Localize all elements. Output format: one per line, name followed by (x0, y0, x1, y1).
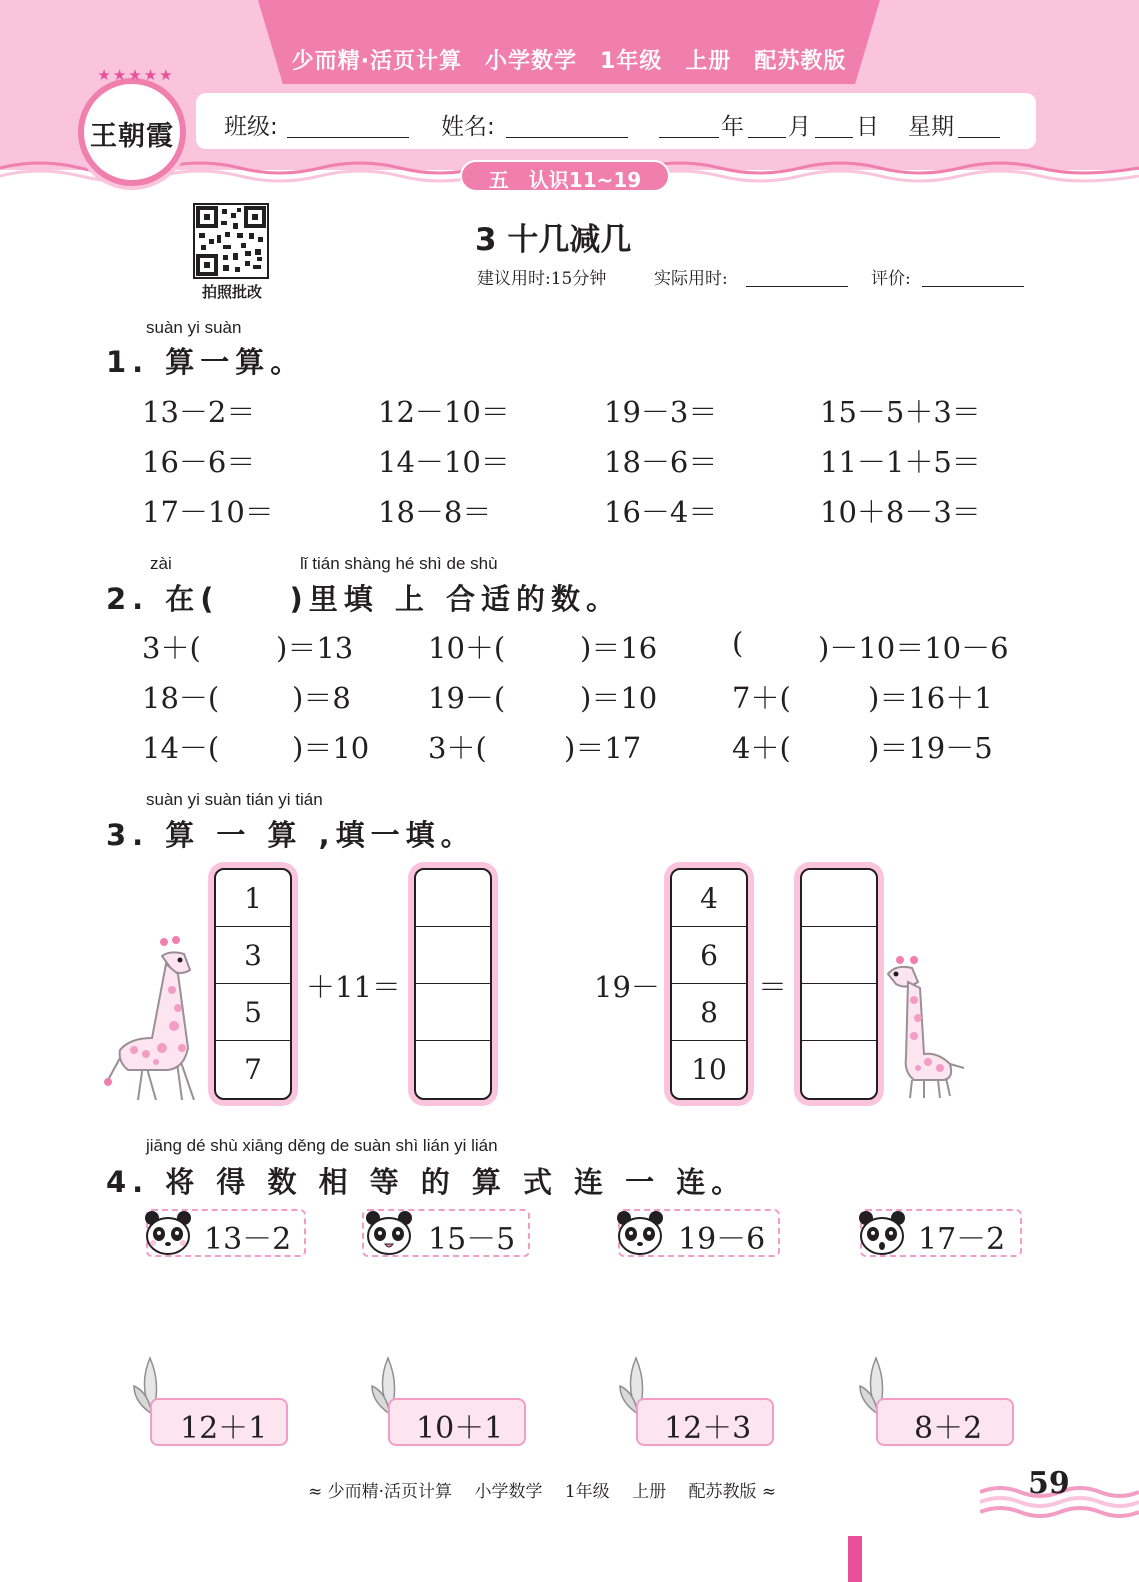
right-number-stack (664, 862, 754, 1106)
q2-expression-left: 19－( (428, 681, 506, 715)
series-title: 少而精·活页计算 小学数学 1年级 上册 配苏教版 (291, 49, 847, 74)
rating-field[interactable] (922, 286, 1024, 287)
year-field[interactable] (659, 137, 719, 138)
q1-expression[interactable]: 10＋8－3＝ (820, 495, 981, 529)
bottom-expression: 12＋3 (664, 1411, 752, 1446)
q3-title: 3. 算 一 算 ,填一填。 (106, 818, 476, 852)
brand-logo (78, 78, 186, 186)
q2-pinyin: zài (150, 554, 172, 573)
left-operator: ＋11＝ (306, 970, 401, 1004)
answer-cell[interactable] (802, 927, 876, 984)
month-field[interactable] (748, 137, 786, 138)
suggested-time: 建议用时:15分钟 (477, 269, 607, 289)
rating-label: 评价: (871, 269, 911, 289)
q2-expression-left: 3＋( (428, 731, 487, 765)
q2-title: 2. 在( )里填 上 合适的数。 (106, 582, 621, 616)
q2-expression-right: )＝8 (292, 681, 351, 715)
panda-icon (362, 1210, 416, 1256)
q2-expression-right: )＝16 (580, 631, 658, 665)
right-value-cell: 6 (672, 927, 746, 984)
footer-series: ≈ 少而精·活页计算 小学数学 1年级 上册 配苏教版 ≈ (308, 1482, 777, 1502)
unit-title: 五 认识11~19 (488, 168, 642, 192)
class-label: 班级: (224, 114, 278, 140)
left-value-cell: 3 (216, 927, 290, 984)
panda-icon (144, 1210, 192, 1256)
name-label: 姓名: (441, 114, 495, 140)
giraffe-icon (884, 956, 968, 1100)
q2-expression-right: )＝13 (276, 631, 354, 665)
q1-expression[interactable]: 14－10＝ (378, 445, 510, 479)
logo-text: 王朝霞 (90, 121, 174, 152)
panda-icon (858, 1210, 906, 1256)
q2-expression-left: 10＋( (428, 631, 506, 665)
q2-blank[interactable] (798, 678, 864, 712)
panda-icon (616, 1210, 664, 1256)
q2-pinyin: lǐ tián shàng hé shì de shù (300, 554, 498, 573)
answer-cell[interactable] (416, 984, 490, 1041)
answer-cell[interactable] (416, 1041, 490, 1098)
star-icons: ★★★★★ (97, 66, 175, 84)
footer-bar (848, 1536, 862, 1582)
q2-blank[interactable] (494, 728, 560, 762)
weekday-field[interactable] (958, 137, 1000, 138)
q2-expression-left: 18－( (142, 681, 220, 715)
right-prefix: 19－ (594, 970, 660, 1004)
q2-expression-right: )＝10 (292, 731, 370, 765)
class-field[interactable] (287, 137, 409, 138)
q4-pinyin: jiāng dé shù xiāng děng de suàn shì lián yi lián (146, 1136, 498, 1155)
q1-expression[interactable]: 17－10＝ (142, 495, 274, 529)
answer-cell[interactable] (416, 870, 490, 927)
q1-expression[interactable]: 18－6＝ (604, 445, 718, 479)
q1-expression[interactable]: 16－6＝ (142, 445, 256, 479)
q1-expression[interactable]: 12－10＝ (378, 395, 510, 429)
actual-time-field[interactable] (746, 286, 848, 287)
q1-expression[interactable]: 16－4＝ (604, 495, 718, 529)
q1-pinyin: suàn yi suàn (146, 318, 242, 337)
bottom-expression: 8＋2 (914, 1411, 983, 1446)
q2-expression-left: ( (732, 626, 744, 660)
left-value-cell: 1 (216, 870, 290, 927)
page-number: 59 (1028, 1466, 1070, 1501)
left-value-cell: 5 (216, 984, 290, 1041)
q2-expression-left: 3＋( (142, 631, 201, 665)
q2-blank[interactable] (222, 728, 288, 762)
q2-blank[interactable] (510, 678, 576, 712)
q2-expression-right: )＝17 (564, 731, 642, 765)
name-field[interactable] (506, 137, 628, 138)
q1-expression[interactable]: 15－5＋3＝ (820, 395, 981, 429)
q1-title: 1. 算一算。 (106, 345, 306, 379)
top-expression: 13－2 (204, 1222, 292, 1257)
answer-cell[interactable] (802, 1041, 876, 1098)
top-expression: 15－5 (428, 1222, 516, 1257)
day-label: 日 (856, 114, 879, 140)
qr-code-icon[interactable] (193, 203, 269, 279)
right-answer-stack (794, 862, 884, 1106)
q1-expression[interactable]: 19－3＝ (604, 395, 718, 429)
actual-time-label: 实际用时: (654, 269, 728, 289)
answer-cell[interactable] (416, 927, 490, 984)
weekday-label: 星期 (908, 114, 954, 140)
bottom-expression: 10＋1 (416, 1411, 504, 1446)
q2-blank[interactable] (798, 728, 864, 762)
q3-pinyin: suàn yi suàn tián yi tián (146, 790, 323, 809)
left-answer-stack (408, 862, 498, 1106)
month-label: 月 (788, 114, 811, 140)
bottom-expression: 12＋1 (180, 1411, 268, 1446)
q2-expression-right: )－10＝10－6 (818, 631, 1009, 665)
q4-title: 4. 将 得 数 相 等 的 算 式 连 一 连。 (106, 1165, 747, 1199)
q1-expression[interactable]: 13－2＝ (142, 395, 256, 429)
right-value-cell: 8 (672, 984, 746, 1041)
q2-expression-left: 4＋( (732, 731, 791, 765)
q2-expression-left: 14－( (142, 731, 220, 765)
right-value-cell: 10 (691, 1053, 727, 1086)
top-expression: 17－2 (918, 1222, 1006, 1257)
giraffe-icon (104, 930, 208, 1106)
left-number-stack (208, 862, 298, 1106)
q2-blank[interactable] (222, 678, 288, 712)
q2-blank[interactable] (206, 628, 272, 662)
q2-blank[interactable] (510, 628, 576, 662)
lesson-title: 3 十几减几 (475, 222, 632, 258)
q2-expression-left: 7＋( (732, 681, 791, 715)
left-value-cell: 7 (244, 1053, 262, 1086)
q1-expression[interactable]: 18－8＝ (378, 495, 492, 529)
year-label: 年 (721, 114, 744, 140)
answer-cell[interactable] (802, 870, 876, 927)
q2-expression-right: )＝16＋1 (868, 681, 993, 715)
q2-expression-right: )＝19－5 (868, 731, 993, 765)
right-value-cell: 4 (672, 870, 746, 927)
q1-expression[interactable]: 11－1＋5＝ (820, 445, 981, 479)
answer-cell[interactable] (802, 984, 876, 1041)
top-expression: 19－6 (678, 1222, 766, 1257)
day-field[interactable] (815, 137, 853, 138)
qr-label: 拍照批改 (201, 283, 262, 301)
q2-blank[interactable] (748, 628, 814, 662)
right-operator: ＝ (758, 970, 788, 1004)
q2-expression-right: )＝10 (580, 681, 658, 715)
